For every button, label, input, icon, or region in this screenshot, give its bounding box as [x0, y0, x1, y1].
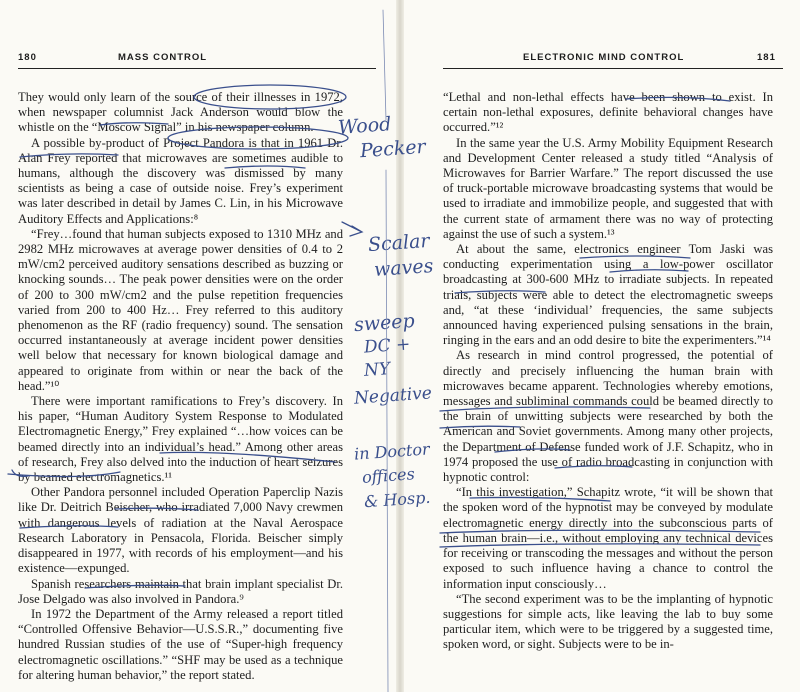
paragraph: At about the same, electronics engineer Tom Jaski was conducting experimentation using a low-power oscillator broadcasting at 300-600 MHz to irradiate subjects. In repeated trials, subjects were able to detect the electromagnetic sweeps and, “at these ‘individual’ frequencies, the same subjects announced having experienced pulsing sensations in the brain, ringing in the ears and an odd desire to bite the experimenters.”¹⁴ [443, 242, 773, 348]
paragraph: As research in mind control progressed, the potential of directly and precisely influencing the human brain with microwaves became apparent. Technologies whereby emotions, messages and subliminal commands could be beamed directly to the brain of unwitting subjects were researched by both the American and Soviet governments. Among many other projects, the Department of Defense funded work of J.F. Schapitz, who in 1974 proposed the use of radio broadcasting in conjunction with hypnotic control: [443, 348, 773, 485]
margin-note: offices [361, 464, 416, 487]
page-number: 180 [18, 52, 37, 63]
paragraph: In the same year the U.S. Army Mobility Equipment Research and Development Center released a study titled “Analysis of Microwaves for Barrier Warfare.” The report discussed the use of truck-portable microwave broadcasting systems that would be used to irradiate and immobilize people, and suggested that with the current state of armament there was no way of protecting against the use of such a system.¹³ [443, 135, 773, 241]
margin-note: sweep [353, 309, 416, 337]
paragraph: Other Pandora personnel included Operation Paperclip Nazis like Dr. Deitrich Beischer, who irradiated 7,000 Navy crewmen with dangerous levels of radiation at the Naval Aerospace Research Laboratory in Pensacola, Florida. Beischer simply disappeared in 1977, with records of his employment—and his existence—expunged. [18, 485, 343, 576]
page-number: 181 [757, 52, 776, 63]
margin-note: DC + [363, 334, 411, 358]
paragraph: There were important ramifications to Frey’s discovery. In his paper, “Human Auditory System Response to Modulated Electromagnetic Energy,” Frey explained “…how voices can be beamed directly into an individual’s head.” Among other areas of research, Frey also delved into the induction of heart seizures by beamed electromagnetics.¹¹ [18, 394, 343, 485]
header-rule [18, 68, 376, 69]
running-head: ELECTRONIC MIND CONTROL [523, 52, 685, 63]
margin-note: waves [373, 254, 435, 282]
running-head: MASS CONTROL [118, 52, 208, 63]
margin-note: Wood [337, 113, 392, 139]
paragraph: “Frey…found that human subjects exposed to 1310 MHz and 2982 MHz microwaves at average power densities of 0.4 to 2 mW/cm2 perceived auditory sensations described as buzzing or knocking sounds… The peak power densities were on the order of 200 to 300 mW/cm2 and the pulse repetition frequencies varied from 200 to 400 Hz… Frey referred to this auditory phenomenon as the RF (radio frequency) sound. The sensation occurred instantaneously at average incident power densities well below that necessary for known biological damage and appeared to originate from within or near the back of the head.”¹⁰ [18, 226, 343, 393]
margin-note: Scalar [367, 229, 431, 257]
paragraph: Spanish researchers maintain that brain implant specialist Dr. Jose Delgado was also involved in Pandora.⁹ [18, 576, 343, 606]
margin-note: Negative [353, 383, 433, 409]
paragraph: “The second experiment was to be the implanting of hypnotic suggestions for simple acts, like leaving the lab to buy some particular item, which were to be triggered by a suggested time, spoken word, or sight. Subjects were to be in- [443, 591, 773, 652]
body-text [443, 90, 773, 653]
paragraph: In 1972 the Department of the Army released a report titled “Controlled Offensive Behavior—U.S.S.R.,” documenting five hundred Russian studies of the use of “Super-high frequency electromagnetic oscillations.” “SHF may be used as a technique for altering human behavior,” the report stated. [18, 606, 343, 682]
paragraph: They would only learn of the source of their illnesses in 1972, when newspaper columnist Jack Anderson would blow the whistle on the “Moscow Signal” in his newspaper column. [18, 90, 343, 135]
margin-note: & Hosp. [363, 487, 432, 512]
left-page [0, 0, 397, 692]
header-rule [443, 68, 783, 69]
margin-note: Pecker [359, 135, 427, 163]
margin-note: NY [363, 359, 391, 381]
body-text [18, 90, 343, 683]
paragraph: A possible by-product of Project Pandora is that in 1961 Dr. Alan Frey reported that microwaves are sometimes audible to humans, although the discovery was dismissed by many scientists as being a case of outside noise. Frey’s experiment was later described in detail by James C. Lin, in his Microwave Auditory Effects and Applications:⁸ [18, 135, 343, 226]
paragraph: “Lethal and non-lethal effects have been shown to exist. In certain non-lethal exposures, definite behavioral changes have occurred.”¹² [443, 90, 773, 135]
margin-note: in Doctor [353, 439, 431, 464]
paragraph: “In this investigation,” Schapitz wrote, “it will be shown that the spoken word of the hypnotist may be conveyed by modulate electromagnetic energy directly into the subconscious parts of the human brain—i.e., without employing any technical devices for receiving or transcoding the messages and without the person exposed to such influence having a chance to control the information input consciously… [443, 485, 773, 591]
right-page [403, 0, 800, 692]
